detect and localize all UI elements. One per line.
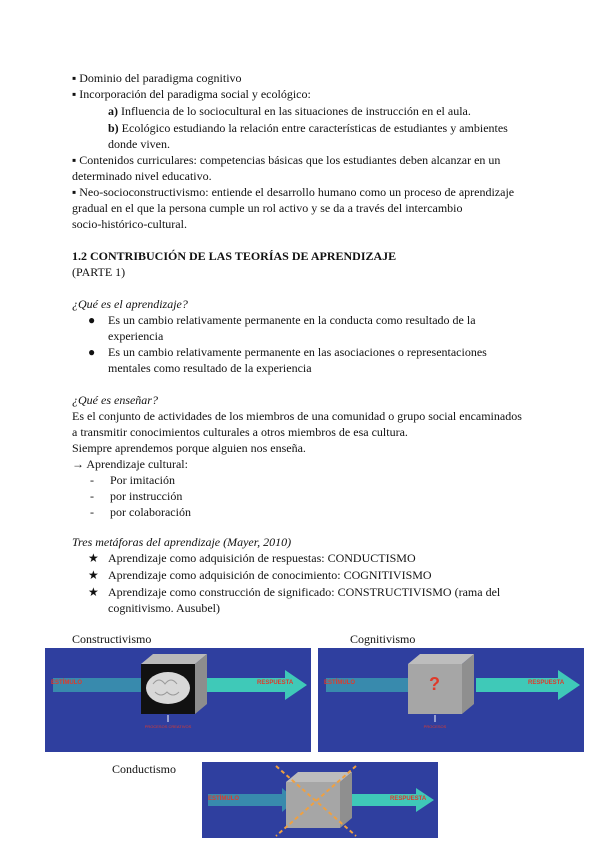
star-item xyxy=(88,567,432,583)
sub-item-b-cont: donde viven. xyxy=(108,137,170,151)
processes-label: PROCESOS CREATIVOS xyxy=(144,724,192,729)
dash-item-text: por colaboración xyxy=(110,505,191,519)
list-item-text: Es un cambio relativamente permanente en las asociaciones o representaciones xyxy=(108,345,487,359)
bullet-paradigma-social: ▪ Incorporación del paradigma social y ecológico: xyxy=(72,87,311,101)
star-item-text: Aprendizaje como adquisición de conocimiento: COGNITIVISMO xyxy=(108,568,432,582)
paragraph-line: → Aprendizaje cultural: xyxy=(72,457,188,471)
star-item-text: Aprendizaje como adquisición de respuestas: CONDUCTISMO xyxy=(108,551,416,565)
question-mark: ? xyxy=(429,674,440,694)
paragraph-line: Es el conjunto de actividades de los miembros de una comunidad o grupo social encaminados xyxy=(72,409,522,423)
question-aprendizaje: ¿Qué es el aprendizaje? xyxy=(72,297,188,311)
brain-icon xyxy=(146,672,190,704)
question-ensenar: ¿Qué es enseñar? xyxy=(72,393,158,407)
paragraph-line: a transmitir conocimientos culturales a otros miembros de esa cultura. xyxy=(72,425,408,439)
box-front xyxy=(286,782,340,828)
dash-item-text: Por imitación xyxy=(110,473,175,487)
star-item-cont: cognitivismo. Ausubel) xyxy=(108,601,220,615)
stimulus-label: ESTÍMULO xyxy=(208,796,239,802)
response-label: RESPUESTA xyxy=(528,680,565,686)
sub-item-a-text: Influencia de lo sociocultural en las situaciones de instrucción en el aula. xyxy=(118,104,471,118)
dash-item: - por instrucción xyxy=(90,489,183,503)
figure-constructivismo xyxy=(45,648,311,752)
response-label: RESPUESTA xyxy=(257,680,294,686)
caption-conductismo: Conductismo xyxy=(112,762,177,776)
stimulus-response-diagram xyxy=(45,648,311,752)
sub-item-a-label: a) xyxy=(108,104,118,118)
figure-conductismo xyxy=(202,762,438,838)
list-item: ● Es un cambio relativamente permanente en la conducta como resultado de la xyxy=(88,313,476,327)
sub-item-b-label: b) xyxy=(108,121,119,135)
caption-constructivismo: Constructivismo xyxy=(72,632,152,646)
stimulus-response-diagram xyxy=(318,648,584,752)
star-icon: ★ xyxy=(88,551,99,565)
paragraph-line: Siempre aprendemos porque alguien nos enseña. xyxy=(72,441,306,455)
stimulus-label: ESTÍMULO xyxy=(51,680,82,686)
box-side xyxy=(462,654,474,714)
dash-item: - por colaboración xyxy=(90,505,191,519)
processes-label: PROCESOS xyxy=(423,724,447,729)
dash-item-text: por instrucción xyxy=(110,489,183,503)
figure-cognitivismo xyxy=(318,648,584,752)
bullet-paradigma-cognitivo: ▪ Dominio del paradigma cognitivo xyxy=(72,71,242,85)
bullet-neo: ▪ Neo-socioconstructivismo: entiende el desarrollo humano como un proceso de aprendizaje xyxy=(72,185,515,199)
list-item-cont: mentales como resultado de la experiencia xyxy=(108,361,312,375)
bullet-contenidos: ▪ Contenidos curriculares: competencias básicas que los estudiantes deben alcanzar en un xyxy=(72,153,501,167)
bullet-neo-cont1: gradual en el que la persona cumple un rol activo y se da a través del intercambio xyxy=(72,201,463,215)
caption-cognitivismo: Cognitivismo xyxy=(350,632,416,646)
sub-item-a xyxy=(108,103,471,119)
star-icon: ★ xyxy=(88,585,99,599)
metaphors-title: Tres metáforas del aprendizaje (Mayer, 2010) xyxy=(72,535,292,549)
star-item-text: Aprendizaje como construcción de significado: CONSTRUCTIVISMO (rama del xyxy=(108,585,501,599)
box-side xyxy=(195,654,207,714)
dash-item: - Por imitación xyxy=(90,473,175,487)
sub-item-b-text: Ecológico estudiando la relación entre características de estudiantes y ambientes xyxy=(118,121,508,135)
star-item xyxy=(88,550,416,566)
sub-item-b xyxy=(108,120,508,136)
list-item-text: Es un cambio relativamente permanente en la conducta como resultado de la xyxy=(108,313,476,327)
list-item: ● Es un cambio relativamente permanente en las asociaciones o representaciones xyxy=(88,345,487,359)
star-item xyxy=(88,584,500,600)
section-title: 1.2 CONTRIBUCIÓN DE LAS TEORÍAS DE APRENDIZAJE xyxy=(72,249,397,263)
list-item-cont: experiencia xyxy=(108,329,164,343)
response-label: RESPUESTA xyxy=(390,796,427,802)
bullet-contenidos-cont: determinado nivel educativo. xyxy=(72,169,212,183)
section-part: (PARTE 1) xyxy=(72,265,126,279)
stimulus-label: ESTÍMULO xyxy=(324,680,355,686)
bullet-neo-cont2: socio-histórico-cultural. xyxy=(72,217,187,231)
star-icon: ★ xyxy=(88,568,99,582)
